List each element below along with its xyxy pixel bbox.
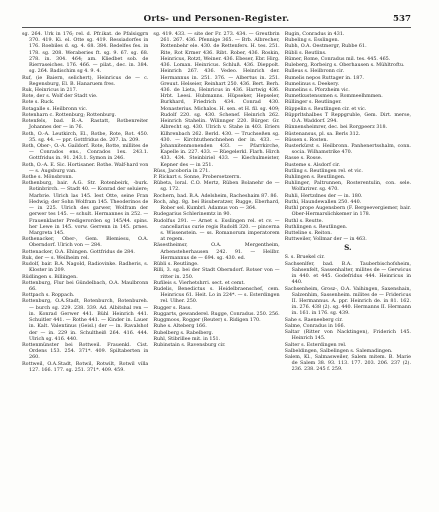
index-entry: Rottweil, O.A.Stadt, Rotwil, Rotwilt, Rotwil villa 127. 166. 177. sg. 251. 371*. 409. 459. [22,360,149,373]
index-entry: Rübli s. Reutlinge. [153,261,199,268]
index-column-right [285,31,411,505]
index-entry: Rumelis nepos Ruttager in. 187. [284,74,364,81]
index-entry: Rilli, 3. sg. bei der Stadt Oberndorf. Rotser von — ritter in. 250. [153,267,280,280]
index-entry: Sahe s. Raeneeberg cir. [284,316,343,323]
index-entry: Ruhli, Hertzdnes der — in. 180. [284,192,363,199]
index-entry: Rottenburg, O.A.Stadt, Rotenburch, Rotenbureh. — burch sg. 229. 238. 339. Ad. Albitshal ren — in. Konrad Gerwer 441. Bühl Heinrich 441. Schuitler 441. — Rothe 441. — Kinder in. Lauer in. Kalt. Valentinus (Geisl.) der — in. Ravalshof der — in. 229 in. Schultheiß 264. 416. 444. Ulrich sg. 416. 440. [22,298,149,342]
index-entry: Ruk, der — s. Weilheim rel. [22,254,90,261]
index-entry: Rumelinus s. Deekery. [284,80,340,87]
index-entry: Rote s. Ruck. [22,99,55,106]
index-entry: Ruhlinger, Paltrunnen, Rosterentulin, con. sele. Wolfarirer. sg. 470. [284,180,411,193]
index-entry: Roch, ahg. 8g. bei Bisuberatzer, Rugge, Eberhard, Rober sel. Kumbrl. Adamus von — 364. [153,198,280,212]
index-entry: Ruk, Heinricus in 217. [22,86,78,93]
index-entry: Rutling s. Reutlingen rel. et vic. [284,167,363,174]
index-entry: Rumetkustenssmen s. Rommeelhmmen. [284,93,383,100]
index-entry: Rubeling s. Esslingen. [284,37,340,44]
index-entry: Rugin, Conradus in 431. [284,31,345,37]
index-entry: Rote, der s. Wolf der Stadt vie. [22,93,98,100]
index-entry: Rottenacker, O.A. Ehingen. Gottfridus de 284. [22,248,135,255]
page-header [22,14,411,28]
index-entry: Rüssen s. Rosten. [284,136,329,143]
index-entry: Sachsenheim, Grosz-, O.A. Vaihingen, Saxenshain, Salzenhim, Sassenheim. milites de — Fridericus II. Hermannus. A. ppr. Heinrich de. in 81. 162. in. 276. 438 (2). sg. 440. Hermanns II. Hermann in. 161. in 176. sg. 439. [284,285,411,317]
page-number: 537 [393,14,411,24]
index-entry: Rübli s. Reutlins. [284,49,327,56]
index-entry: Rubelberg s. Rabelberg. [153,329,214,336]
index-entry: Saltar (Ritter von Nacktingen), Friderich 145. Heinrich 145. [284,329,411,342]
index-entry: Ruhl, Stibrillee mit. in 151. [153,335,221,342]
index-entry: Rulleus s. Heilbronn cir. [284,68,344,75]
index-entry: Rottpach s. Roppach. [22,292,75,299]
index-entry: Rudolfus 291. — Arnet s. Esslingen rel. et cv. — cancellarius curie regis Rudolfi 320. — pincerna s. Wissenstein. — ss. Romanorum imperatorem at regem. [153,217,280,243]
index-entry: Rüpprltshalbes T Reppgruble, Gem. Dirt. merse, O.A. Waddorf. 294. [284,111,411,125]
index-entry: Rumelins s. Pforzheim vic. [284,86,350,93]
index-entry: Rusterkürst s. Heilbronn. Panhenertsshalm, conn. socia. Wilhamstrike 470. [284,142,411,156]
index-entry: Rothe s. Mönsbronn. [22,174,74,181]
index-entry: S. s. Bruekel cir. [284,254,325,261]
index-entry: Ruggmoos, Rogger (Reuter) s. Ridigen 170. [153,317,261,324]
index-entry: Ruhlingen s. Reutlingen. [284,174,346,181]
index-entry: Ruthl s. Reutte. [284,217,324,224]
index-entry: Ruf, (ie Baiern, selichert), Heinricus de — c. Regensburg, El. B. Hanaruem fres. [22,74,149,87]
index-entry: sg. 264. Urk in 176; rel. d. Pfr.ikat. de Pfalsiqgrn 370. 419. Ki. el. Otte sg. 419. Ressiadorfes in 176. Roebiles d. sg. 4. 68. 384. Redelfes fes. in 178. sg. 208. Weraberies ft. sg. 9. 67. sg. 68. 278. in. 304. 464; am. Kliedbet sob. de Rierraseiches. 176. 466. — pilat., dec. in. 384. sg. 264. Badischim sg 4. 9. 4. [22,31,149,75]
index-entry: Ruthlingen s. Reutlingen. [284,223,348,230]
index-entry: Roth, O.-A. E. Sic. Hortisaner. Rothe. Walf-hard von — s. Augsburg van. [22,161,149,174]
index-entry: Ruhe s. Alteberg 166. [153,323,207,330]
index-entry: Rubh, O.A. Oestmergr, Rubbe 61. [284,43,367,50]
index-entry: Rasse s. Rosse. [284,155,323,162]
index-entry: Rudelis, Benedictus s. Heidelbraenschef, cem. Heinricus 61. Heit. Lo in 224*. — s. Esterdingen rel. Ulher. 250. [153,285,280,305]
index-entry: Rottenburg, Flur bei Gündelbach, O.A. Maulbronn 66. [22,279,149,292]
index-entry: Rothenburg, bair. A.G. Str. Rotenbeirk, -burk. Rotinbrirch. — Stadt 40. — Konrad der seluiere; Marbrie. Ulrich las 145. Iest Otte, seine Fran Hedwig; der Sohn Wolfram 145. Theoderinos de — in 225. Ulrich des garwer, Wolfram der gerwer tes 145. — schult. Hermannes in 252. — Frauenklaster Predigerorden sg 145/44. spins. her Lewe in 145. vorw. Gerrenn in 145. prnes. Margreta 145. [22,180,149,236]
index-entry: Rudolf, bair. B.A. Nagold, Radiovinke. Radheris, s. Kloster in 209. [22,261,149,274]
index-entry: Salbeldingen, Salbelingen s. Salemadingen. [284,347,393,354]
index-column-middle [153,31,279,505]
index-entry: Rümer, Rome, Conradus mil. tes. 445. 465. [284,55,391,62]
index-entry: sg. 419. 433. — site der Fr. 273. 434. — Greutbrin 261. 267. 436. Pfennige 365. — Brb. Albrecher, Rottenbehr ele. 430. de Rettenfers. H. tes. 251. Rite, Rot Krmer 436. Ribt. Rober, 436. Roskin, Heinricus, Rotzt, Weiner. 436. Ebeser, Ebr. Hirg. 436. Loman. Heinricus. Schluß. 436. Dieppolt. Heinrich 267. 436. Vedeo. Heinrich der. Hermannus in. 251. 376. — Albertus in. 251. Greuut. Helseier, Reinhart 250. 436. Bert. Berh. 436. de Lieta, Heinricus in 436. Hartwig 436. Hrbt. Leesi. Hubmanns. Hüpseker, Hepseler, Burkhard, Friedrich 434. Conrad 430. Monasterius. Michalos. H. sen. et H. fil. sg. 409; Rudolf 220. sg. 430. Schenef. Heinrich 262. Heinrich Stahelin. Wilinnger 220. Bürger. Gr. Albrecht sg. 430. Ulrich v. Stahe in 403. Eriers Kilhrenbach 262. Berld. 430. — Truchseßen sg. 430. — Kirchtuthenchnehen der in. 433. — Johannitenmonenden 433. — Pfarrkirche, Kapelle in. 227. 433. — Rüegelerkl. Flarh. Hirch 433. 434. Steinbiriel 433. — Kiechulmeister, Kepner des — in 251. [153,31,280,168]
index-entry: Rünnensheimrer, dec. bei Rorgpeerz 318. [284,124,388,131]
index-entry: Sachsenlfer, bad. B.A. Tauberbischofsheim, Sahsenfelt, Sassenhalter, milites de — Gerwicus in 440. et 445. Godefridus 444. Heinricus in 440. [284,260,411,286]
index-entry: Rudegarius Schlerinemtz in 90. [153,211,232,218]
index-entry: Roth, O.-A. Leutkirch, El., Rotbe, Rote, Rot. 450. 35. sg. 44. — ppr. Gottfridus de. 207. la. 209. [22,130,149,143]
index-entry: Rüllinger s. Reutlinger. [284,99,342,106]
index-entry: Ruthi, Haundewallen 250. 440. [284,198,362,205]
index-entry: Ruggarts, gewanderel. Rugge, Conradus. 250. 256. [153,310,280,317]
index-entry: Rufileis s. Vierhetshrri. sect. et cemt. [153,279,245,286]
index-entry: P. Rickart s. Sonne, Probersetzerrn. [153,174,241,181]
index-entry: Rusteme s. Alsdorf cir. [284,161,341,168]
index-entry: Rübeta, loral. C.O. Mertz, Rüben Bolanehr de — sg. 172. [153,180,280,193]
index-entry: Rothenacker, Ober-, Gem. Blemiesu, O.A. Oberndorf. Ulrich von — 284. [22,236,149,249]
index-entry: Räsestheimsr, O.A. Mergentheim, Arbensteherhausen 242. 91. — Heilbr. Hermannus de — 694. sg. 430. ed. [153,242,280,261]
index-entry: Salme, Conradus in 166. [284,322,346,329]
index-entry: Rüstenansus, pl. sa. Berls 312. [284,130,361,137]
index-entry: Ruttweiler, Vollmar der — in 463. [284,236,367,243]
index-entry: Rotagalle s. Heilbronn vic. [22,105,88,112]
index-entry: Rüppelin s. Reutlingen cir. et vic. [284,105,367,112]
index-entry: Roth, Ober-, O.-A. Gaildorf. Rote, Rotte, millites de — Conrados ens., Conrados 1ex. 243.1. Gottfridus in. 91. 243.1. Symon in 246. [22,142,149,162]
index-entry: Rotenharn c. Rottenburg; Rottenburg. [22,111,117,118]
index-entry: Ruleberg, Rorbeirg s. Oberhausen s. Mühltroftu. [284,62,405,69]
index-columns [22,31,411,505]
header-rule [22,27,411,28]
section-letter: S. [344,243,352,253]
index-entry: Rubinstain s. Ravensburg cir. [153,341,226,348]
index-column-left [22,31,148,505]
index-entry: Rotenfels, bad. B.-A. Rastatt, Rotbenreiter Johannes der — in 76. [22,118,149,131]
index-entry: Salter s. Esterdingen rel. [284,341,347,348]
index-entry: Rottenmünster bei Rottweil. Frauenkl. Cist. Ordens 153. 254. 371*. 409. Spiltaberten in 260. [22,341,149,361]
index-entry: Rutteline s. Reiton. [284,230,332,236]
index-entry: Rüdlingen s. Billingen. [22,273,78,280]
running-title: Orts- und Personen-Register. [143,14,290,24]
index-entry: Salem, Kl., Salmasweiler, Salem mitem. B. Marie de Salem 38. 93. 113. 177. 203. 206. 237 (2). 236. 238. 245 f. 259. [284,353,411,373]
index-entry: Ruthl prope Augensbern (F. Bergeevergiemer, bair. Ober-Hermarslichkemer in 178. [284,205,411,218]
index-entry: Rochern, bad. B.A. Adelsheim, Racheshaim 87. 86. [153,192,279,199]
index-entry: Rugger s. Rass. [153,304,192,311]
index-entry: Rüss, Jacoboria in 271. [153,167,210,174]
